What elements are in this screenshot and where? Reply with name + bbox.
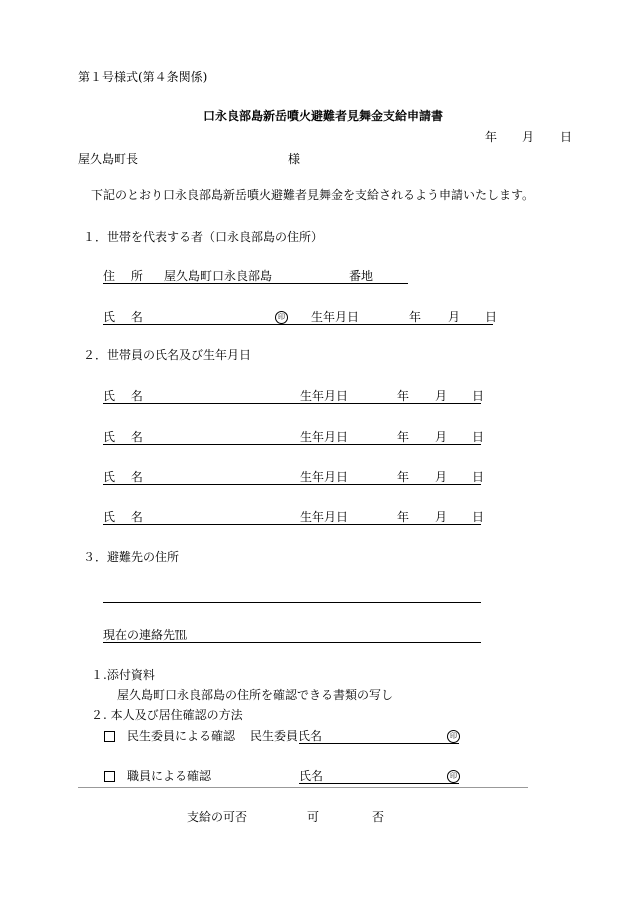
option1-label: 民生委員による確認 — [127, 729, 236, 743]
member-dob-month: 月 — [435, 430, 448, 444]
section2-heading: ２．世帯員の氏名及び生年月日 — [83, 348, 252, 362]
member-dob-day: 日 — [472, 470, 485, 484]
divider — [78, 787, 528, 788]
section3-heading: ３．避難先の住所 — [83, 550, 180, 564]
option1-signer-label: 民生委員氏名 — [250, 729, 323, 743]
member-field[interactable] — [103, 524, 481, 525]
member-dob-label: 生年月日 — [300, 389, 349, 403]
member-name-label: 氏 名 — [103, 470, 143, 484]
seal-icon: 印 — [447, 730, 460, 743]
rep-dob-label: 生年月日 — [311, 310, 360, 324]
member-dob-label: 生年月日 — [300, 510, 349, 524]
member-field[interactable] — [103, 444, 481, 445]
member-field[interactable] — [103, 484, 481, 485]
option2-label: 職員による確認 — [127, 769, 212, 783]
seal-icon: 印 — [447, 770, 460, 783]
member-dob-year: 年 — [397, 470, 410, 484]
member-name-label: 氏 名 — [103, 389, 143, 403]
member-dob-day: 日 — [472, 389, 485, 403]
member-field[interactable] — [103, 403, 481, 404]
date-month-label: 月 — [522, 130, 535, 144]
intro-text: 下記のとおり口永良部島新岳噴火避難者見舞金を支給されるよう申請いたします。 — [91, 188, 535, 202]
member-dob-day: 日 — [472, 510, 485, 524]
section1-heading: １．世帯を代表する者（口永良部島の住所） — [83, 230, 324, 244]
member-dob-year: 年 — [397, 430, 410, 444]
member-name-label: 氏 名 — [103, 510, 143, 524]
approval-label: 支給の可否 — [187, 810, 248, 824]
option1-signer-field[interactable] — [299, 743, 459, 744]
rep-dob-year: 年 — [409, 310, 422, 324]
rep-dob-month: 月 — [448, 310, 461, 324]
member-dob-label: 生年月日 — [300, 470, 349, 484]
checkbox-icon[interactable] — [104, 731, 115, 742]
lot-label: 番地 — [349, 269, 374, 283]
member-dob-day: 日 — [472, 430, 485, 444]
verification-heading: ２. 本人及び居住確認の方法 — [91, 708, 243, 722]
rep-dob-day: 日 — [485, 310, 498, 324]
rep-name-label: 氏 名 — [103, 310, 143, 324]
member-dob-month: 月 — [435, 510, 448, 524]
option2-signer-field[interactable] — [299, 783, 459, 784]
address-label: 住 所 — [103, 269, 143, 283]
date-day-label: 日 — [560, 130, 573, 144]
member-dob-month: 月 — [435, 470, 448, 484]
attachments-heading: １.添付資料 — [91, 668, 155, 682]
member-dob-month: 月 — [435, 389, 448, 403]
member-dob-year: 年 — [397, 389, 410, 403]
member-dob-year: 年 — [397, 510, 410, 524]
contact-field[interactable] — [103, 642, 481, 643]
attachments-item: 屋久島町口永良部島の住所を確認できる書類の写し — [117, 688, 394, 702]
option2-signer-label: 氏名 — [299, 769, 324, 783]
approval-no[interactable]: 否 — [372, 810, 385, 824]
member-dob-label: 生年月日 — [300, 430, 349, 444]
rep-name-field[interactable] — [103, 324, 493, 325]
date-year-label: 年 — [485, 130, 498, 144]
seal-icon: 印 — [275, 311, 288, 324]
contact-label: 現在の連絡先℡ — [103, 628, 188, 642]
addressee-honorific: 様 — [288, 152, 301, 166]
page-title: 口永良部島新岳噴火避難者見舞金支給申請書 — [203, 109, 444, 123]
address-value: 屋久島町口永良部島 — [164, 269, 273, 283]
form-number: 第１号様式(第４条関係) — [78, 70, 208, 84]
evacuation-address-field[interactable] — [103, 602, 481, 603]
checkbox-icon[interactable] — [104, 771, 115, 782]
addressee-name: 屋久島町長 — [78, 152, 139, 166]
approval-yes[interactable]: 可 — [307, 810, 320, 824]
member-name-label: 氏 名 — [103, 430, 143, 444]
address-field[interactable] — [103, 283, 408, 284]
